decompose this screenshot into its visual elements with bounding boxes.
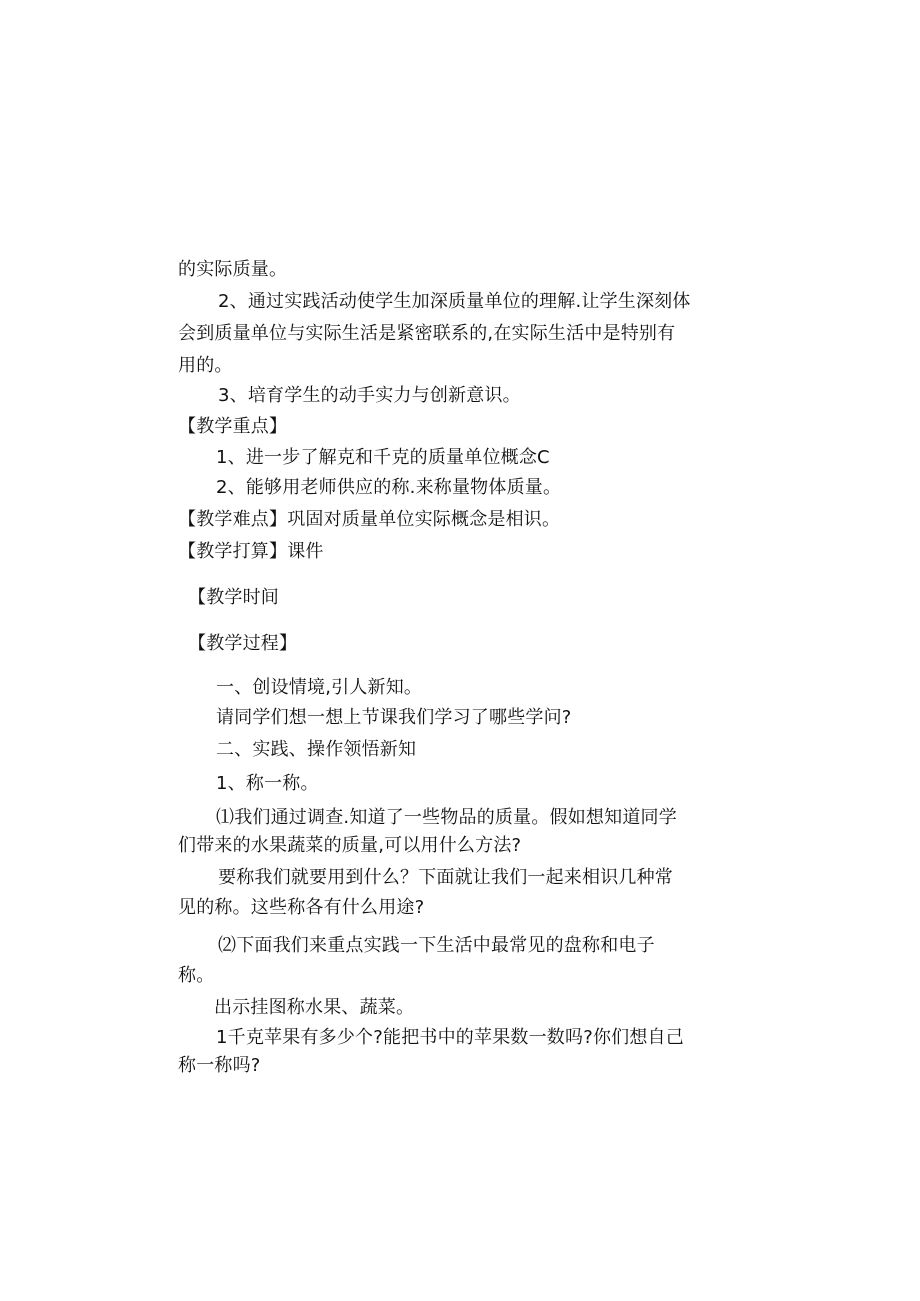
section-1-title: 一、创设情境,引人新知。 bbox=[216, 677, 423, 698]
heading-difficult-points: 【教学难点】巩固对质量单位实际概念是相识。 bbox=[178, 509, 561, 530]
objective-item-2: 2、通过实践活动使学生加深质量单位的理解.让学生深刻体 bbox=[218, 291, 691, 312]
text-line-continuation: 的实际质量。 bbox=[178, 259, 288, 280]
section-1-question: 请同学们想一想上节课我们学习了哪些学问? bbox=[216, 707, 572, 728]
paragraph-5-line-2: 称一称吗? bbox=[178, 1055, 261, 1076]
objective-item-2-cont: 会到质量单位与实际生活是紧密联系的,在实际生活中是特别有 bbox=[178, 323, 676, 344]
heading-teaching-process: 【教学过程】 bbox=[188, 633, 298, 654]
paragraph-3-line-2: 称。 bbox=[178, 965, 215, 986]
objective-item-3: 3、培育学生的动手实力与创新意识。 bbox=[218, 385, 521, 406]
paragraph-2-line-1: 要称我们就要用到什么？下面就让我们一起来相识几种常 bbox=[218, 867, 673, 888]
heading-preparation: 【教学打算】课件 bbox=[178, 541, 324, 562]
key-point-1: 1、进一步了解克和千克的质量单位概念C bbox=[216, 447, 550, 468]
paragraph-2-line-2: 见的称。这些称各有什么用途? bbox=[178, 897, 425, 918]
paragraph-1-line-2: 们带来的水果蔬菜的质量,可以用什么方法? bbox=[178, 835, 522, 856]
heading-key-points: 【教学重点】 bbox=[178, 416, 288, 437]
key-point-2: 2、能够用老师供应的称.来称量物体质量。 bbox=[216, 477, 562, 498]
objective-item-2-end: 用的。 bbox=[178, 355, 233, 376]
paragraph-1-line-1: ⑴我们通过调查.知道了一些物品的质量。假如想知道同学 bbox=[216, 807, 677, 828]
heading-teaching-time: 【教学时间 bbox=[188, 587, 279, 608]
paragraph-4: 出示挂图称水果、蔬菜。 bbox=[214, 997, 415, 1018]
paragraph-3-line-1: ⑵下面我们来重点实践一下生活中最常见的盘称和电子 bbox=[218, 935, 655, 956]
subsection-1-title: 1、称一称。 bbox=[216, 773, 319, 794]
paragraph-5-line-1: 1千克苹果有多少个?能把书中的苹果数一数吗?你们想自己 bbox=[216, 1027, 684, 1048]
section-2-title: 二、实践、操作领悟新知 bbox=[216, 739, 417, 760]
